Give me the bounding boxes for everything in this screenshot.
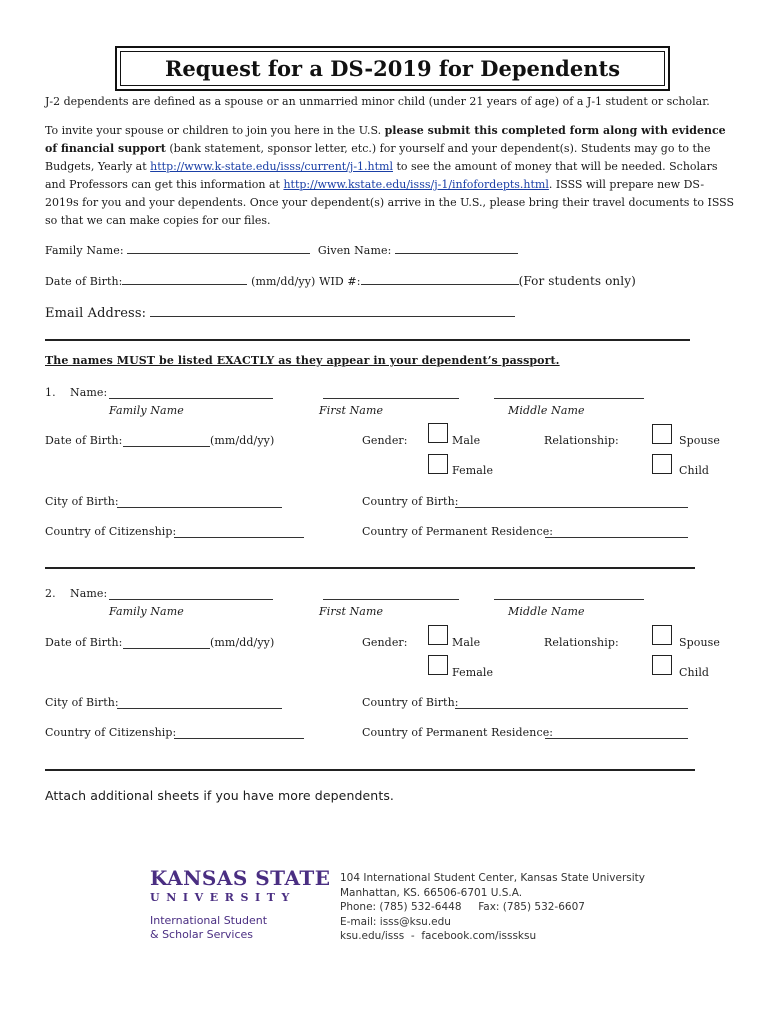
relationship-label: Relationship: [544, 434, 619, 447]
divider [45, 769, 695, 771]
male-label: Male [452, 636, 481, 649]
email-label: Email Address: [45, 306, 147, 321]
first-name-caption: First Name [319, 605, 384, 618]
given-name-label: Given Name: [317, 244, 392, 257]
residence-label: Country of Permanent Residence: [362, 525, 554, 538]
address-line: 104 International Student Center, Kansas State University [340, 872, 646, 884]
male-label: Male [452, 434, 481, 447]
spouse-checkbox[interactable] [652, 625, 672, 645]
dob-field[interactable] [122, 273, 247, 285]
ksu-logo-line1: KANSAS STATE [150, 866, 331, 890]
male-checkbox[interactable] [428, 625, 448, 645]
dob-label: Date of Birth: [45, 434, 123, 447]
country-of-birth-label: Country of Birth: [362, 495, 459, 508]
wid-label: WID #: [319, 275, 361, 288]
residence-input[interactable] [545, 727, 688, 739]
given-name-field[interactable] [395, 242, 518, 254]
dependent-number: 2. [45, 587, 56, 600]
child-label: Child [679, 464, 710, 477]
city-of-birth-input[interactable] [117, 697, 282, 709]
spouse-checkbox[interactable] [652, 424, 672, 444]
instructions-paragraph [45, 122, 735, 230]
family-name-label: Family Name: [45, 244, 124, 257]
dob-label: Date of Birth: [45, 636, 123, 649]
dob-input[interactable] [123, 637, 210, 649]
gender-label: Gender: [362, 636, 408, 649]
instructions-bold: please submit this completed form along with evidence of financial support [45, 124, 726, 155]
male-checkbox[interactable] [428, 423, 448, 443]
email-row [45, 303, 515, 321]
name-label: Name: [70, 587, 108, 600]
passport-notice: The names MUST be listed EXACTLY as they appear in your dependent’s passport. [45, 354, 560, 367]
dependent-number: 1. [45, 386, 56, 399]
scholar-info-link[interactable]: http://www.kstate.edu/isss/j-1/infofordepts.html [283, 178, 549, 191]
definition-text: J-2 dependents are defined as a spouse or an unmarried minor child (under 21 years of age) of a J-1 student or scholar. [45, 95, 710, 108]
family-name-input[interactable] [109, 588, 273, 600]
child-label: Child [679, 666, 710, 679]
female-label: Female [452, 464, 494, 477]
ksu-logo-line2: UNIVERSITY [150, 891, 296, 904]
family-name-row [45, 242, 518, 257]
spouse-label: Spouse [679, 636, 721, 649]
middle-name-input[interactable] [494, 588, 644, 600]
instructions-text-2: (bank statement, sponsor letter, etc.) for yourself and your dependent(s). Students may go to the Budgets, Yearly at [45, 142, 711, 173]
dob-input[interactable] [123, 435, 210, 447]
gender-label: Gender: [362, 434, 408, 447]
first-name-input[interactable] [323, 387, 459, 399]
first-name-input[interactable] [323, 588, 459, 600]
family-name-caption: Family Name [109, 404, 184, 417]
title-box [115, 46, 670, 91]
name-label: Name: [70, 386, 108, 399]
dept-line1: International Student [150, 914, 268, 927]
budget-link[interactable]: http://www.k-state.edu/isss/current/j-1.html [150, 160, 393, 173]
citizenship-input[interactable] [174, 727, 304, 739]
female-checkbox[interactable] [428, 454, 448, 474]
first-name-caption: First Name [319, 404, 384, 417]
dob-format: (mm/dd/yy) [210, 636, 275, 649]
page-title: Request for a DS-2019 for Dependents [120, 51, 665, 86]
email-field[interactable] [150, 303, 515, 317]
dob-format: (mm/dd/yy) [210, 434, 275, 447]
citizenship-label: Country of Citizenship: [45, 726, 177, 739]
family-name-field[interactable] [127, 242, 310, 254]
web-line: ksu.edu/isss - facebook.com/isssksu [340, 930, 537, 942]
family-name-input[interactable] [109, 387, 273, 399]
child-checkbox[interactable] [652, 655, 672, 675]
address-block [340, 871, 645, 944]
spouse-label: Spouse [679, 434, 721, 447]
female-checkbox[interactable] [428, 655, 448, 675]
address-line: Manhattan, KS. 66506-6701 U.S.A. [340, 886, 523, 899]
child-checkbox[interactable] [652, 454, 672, 474]
country-of-birth-input[interactable] [455, 697, 688, 709]
email-line: E-mail: isss@ksu.edu [340, 915, 451, 928]
relationship-label: Relationship: [544, 636, 619, 649]
dob-row [45, 273, 636, 288]
instructions-text-1: To invite your spouse or children to join you here in the U.S. [45, 124, 385, 137]
family-name-caption: Family Name [109, 605, 184, 618]
citizenship-input[interactable] [174, 526, 304, 538]
residence-label: Country of Permanent Residence: [362, 726, 554, 739]
city-of-birth-label: City of Birth: [45, 495, 119, 508]
divider [45, 567, 695, 569]
middle-name-caption: Middle Name [508, 605, 585, 618]
phone-fax-line: Phone: (785) 532-6448 Fax: (785) 532-6607 [340, 901, 585, 913]
city-of-birth-label: City of Birth: [45, 696, 119, 709]
divider [45, 339, 690, 341]
dob-format: (mm/dd/yy) [251, 275, 316, 288]
female-label: Female [452, 666, 494, 679]
attach-note: Attach additional sheets if you have more dependents. [45, 788, 395, 803]
instructions-text-3: to see the amount of money that will be needed. Scholars and Professors can get this information at [45, 160, 718, 191]
city-of-birth-input[interactable] [117, 496, 282, 508]
dept-line2: & Scholar Services [150, 928, 254, 941]
middle-name-input[interactable] [494, 387, 644, 399]
instructions-text-4: . ISSS will prepare new DS-2019s for you and your dependents. Once your dependent(s) arrive in the U.S., please bring their travel documents to ISSS so that we can make copies for our files. [45, 178, 735, 227]
residence-input[interactable] [545, 526, 688, 538]
students-only-note: (For students only) [518, 274, 636, 288]
country-of-birth-label: Country of Birth: [362, 696, 459, 709]
country-of-birth-input[interactable] [455, 496, 688, 508]
middle-name-caption: Middle Name [508, 404, 585, 417]
citizenship-label: Country of Citizenship: [45, 525, 177, 538]
wid-field[interactable] [361, 273, 519, 285]
dob-label: Date of Birth: [45, 275, 123, 288]
